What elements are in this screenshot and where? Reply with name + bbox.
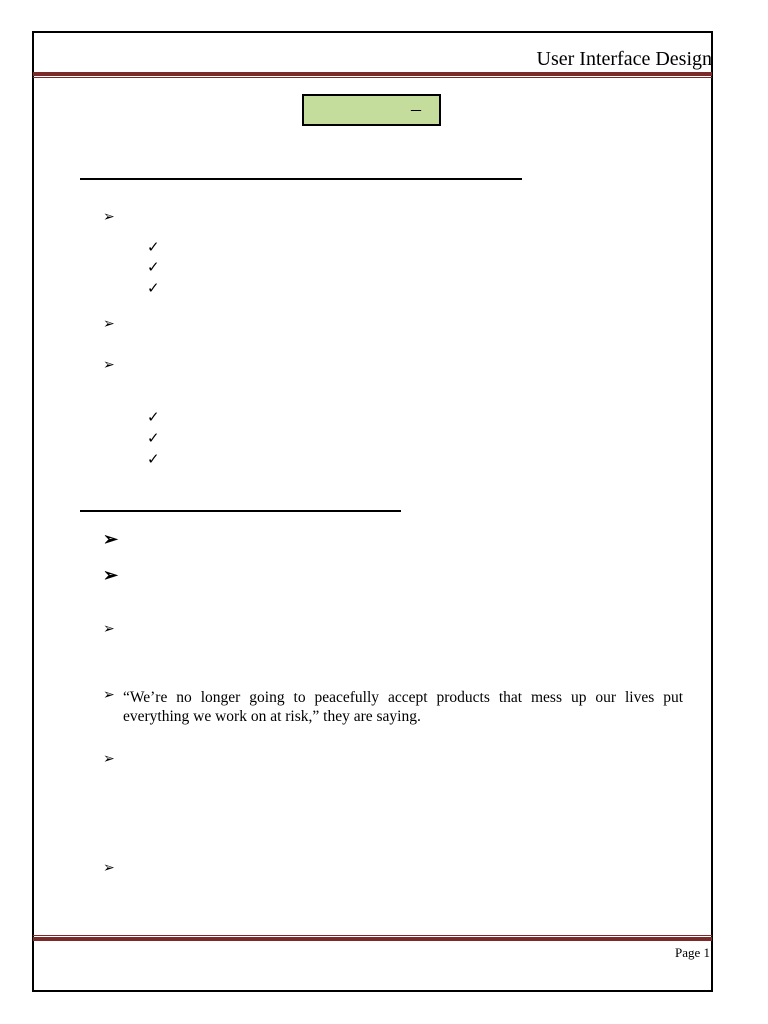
arrowhead-bullet-icon: ➢: [103, 622, 115, 637]
arrowhead-bullet-icon: ➢: [103, 565, 119, 585]
title-box: [302, 94, 441, 126]
arrowhead-bullet-icon: ➢: [103, 210, 115, 225]
section-heading-rule: [80, 178, 522, 180]
arrowhead-bullet-icon: ➢: [103, 529, 119, 549]
footer-rule-thin: [33, 935, 712, 936]
arrowhead-bullet-icon: ➢: [103, 752, 115, 767]
header-rule-thin: [33, 77, 712, 78]
check-mark-icon: ✓: [147, 240, 160, 256]
arrowhead-bullet-icon: ➢: [103, 861, 115, 876]
check-mark-icon: ✓: [147, 260, 160, 276]
section-heading-rule: [80, 510, 401, 512]
arrowhead-bullet-icon: ➢: [103, 358, 115, 373]
arrowhead-bullet-icon: ➢: [103, 317, 115, 332]
quote-paragraph: “We’re no longer going to peacefully accept products that mess up our lives put everything we work on at risk,” they are saying.: [123, 689, 683, 725]
check-mark-icon: ✓: [147, 431, 160, 447]
check-mark-icon: ✓: [147, 452, 160, 468]
check-mark-icon: ✓: [147, 410, 160, 426]
page-number: Page 1: [674, 945, 710, 960]
check-mark-icon: ✓: [147, 281, 160, 297]
title-box-text: –: [411, 98, 421, 120]
header-rule-thick: [33, 72, 712, 76]
header-title: User Interface Design: [536, 48, 712, 70]
arrowhead-bullet-icon: ➢: [103, 688, 115, 703]
footer-rule-thick: [33, 937, 712, 941]
